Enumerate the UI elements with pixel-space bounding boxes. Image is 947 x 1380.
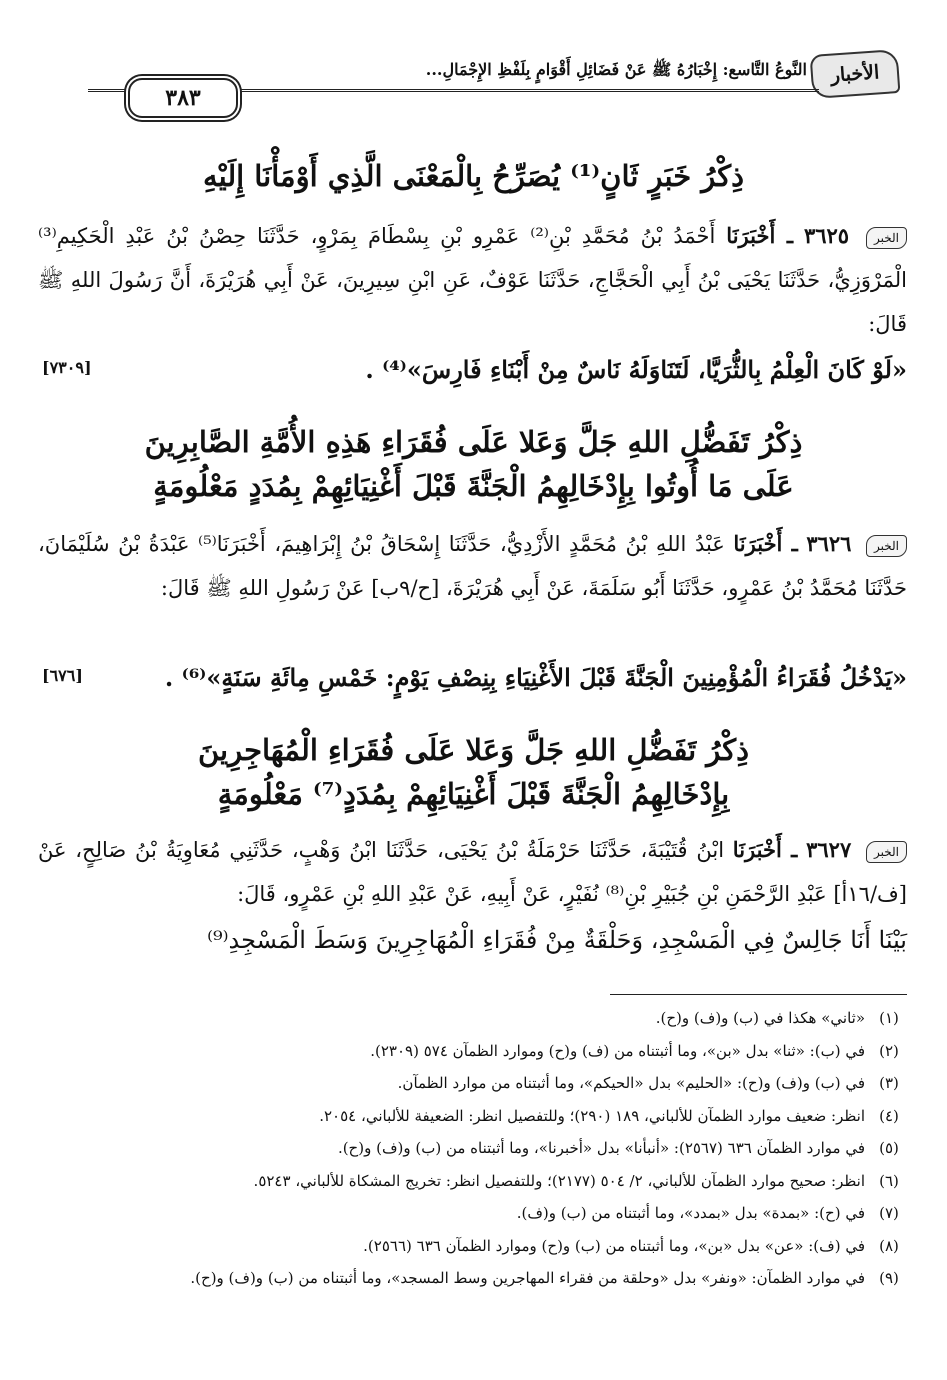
hadith-intro: ـ أَخْبَرَنَا xyxy=(732,837,798,862)
khabar-tag-icon: الخبر xyxy=(866,227,907,249)
hadith-reference: [٧٣٠٩] xyxy=(42,358,92,377)
footnote-text: انظر: صحيح موارد الظمآن للألباني، ٢/ ٥٠٤ (٢١٧٧)؛ وللتفصيل انظر: تخريج المشكاة للألباني، ٥٢٤٣. xyxy=(253,1171,865,1190)
hadith-matn: «لَوْ كَانَ الْعِلْمُ بِالثُّرَيَّا، لَتَنَاوَلَهُ نَاسٌ مِنْ أَبْنَاءِ فَارِسَ»⁽⁴⁾ . xyxy=(365,355,907,384)
running-header xyxy=(88,52,899,112)
footnote-number: (٤) xyxy=(879,1106,899,1125)
footnote-text: في (ف): «عن» بدل «بن»، وما أثبتناه من (ب) و(ح) وموارد الظمآن ٦٣٦ (٢٥٦٦). xyxy=(363,1236,865,1255)
footnote-number: (٣) xyxy=(879,1074,899,1092)
section-heading: ذِكْرُ خَبَرٍ ثَانٍ⁽¹⁾ يُصَرِّحُ بِالْمَعْنَى الَّذِي أَوْمَأْنَا إِلَيْهِ xyxy=(203,159,744,193)
footnote xyxy=(40,1230,907,1263)
footnote-text: في (ب): «ثنا» بدل «بن»، وما أثبتناه من (ف) و(ح) وموارد الظمآن ٥٧٤ (٢٣٠٩). xyxy=(370,1041,865,1060)
hadith-intro: ـ أَخْبَرَنَا xyxy=(726,223,793,248)
heading-line: عَلَى مَا أُوتُوا بِإِدْخَالِهِمُ الْجَنَّةَ قَبْلَ أَغْنِيَائِهِمْ بِمُدَدٍ مَعْلُومَةٍ xyxy=(153,469,794,503)
heading-line: بِإِدْخَالِهِمُ الْجَنَّةَ قَبْلَ أَغْنِيَائِهِمْ بِمُدَدٍ⁽⁷⁾ مَعْلُومَةٍ xyxy=(217,777,730,811)
footnote xyxy=(40,1197,907,1230)
footnote-text: «ثاني» هكذا في (ب) و(ف) و(ح). xyxy=(655,1009,865,1027)
hadith-reference: [٦٧٦] xyxy=(42,666,83,685)
page-number: ٣٨٣ xyxy=(128,78,238,118)
hadith-isnad xyxy=(38,214,907,346)
hadith-isnad xyxy=(38,522,907,610)
footnote-number: (٢) xyxy=(879,1041,899,1060)
section-heading xyxy=(40,728,907,816)
footnote-text: في (ب) و(ف) و(ح): «الحليم» بدل «الحيكم»، وما أثبتناه من موارد الظمآن. xyxy=(397,1074,865,1092)
footnote xyxy=(40,1262,907,1295)
footnote xyxy=(40,1002,907,1035)
heading-line: ذِكْرُ تَفَضُّلِ اللهِ جَلَّ وَعَلا عَلَى فُقَرَاءِ هَذِهِ الأُمَّةِ الصَّابِرِينَ xyxy=(144,425,803,459)
hadith-number: ٣٦٢٥ xyxy=(803,223,850,248)
heading-line: ذِكْرُ تَفَضُّلِ اللهِ جَلَّ وَعَلا عَلَى فُقَرَاءِ الْمُهَاجِرِينَ xyxy=(197,733,750,767)
footnote-number: (١) xyxy=(879,1009,899,1027)
footnote-text: انظر: ضعيف موارد الظمآن للألباني، ١٨٩ (٢٩٠)؛ وللتفصيل انظر: الضعيفة للألباني، ٢٠٥٤. xyxy=(319,1106,865,1125)
hadith-number: ٣٦٢٦ xyxy=(806,531,852,556)
footnote-number: (٩) xyxy=(879,1269,899,1287)
running-title: النَّوعُ التَّاسع: إِخْبَارُهُ ﷺ عَنْ فَضَائِلِ أَقْوَامٍ بِلَفْظِ الإِجْمَالِ... xyxy=(425,60,807,79)
footnote xyxy=(40,1132,907,1165)
footnote-number: (٦) xyxy=(879,1171,899,1190)
isnad-text: عَبْدُ اللهِ بْنُ مُحَمَّدٍ الأَزْدِيُّ، حَدَّثَنَا إِسْحَاقُ بْنُ إِبْرَاهِيمَ، أَخْبَرَنَا⁽⁵⁾ عَبْدَةُ بْنُ سُلَيْمَانَ، حَدَّثَنَا مُحَمَّدُ بْنُ عَمْرٍو، حَدَّثَنَا أَبُو سَلَمَةَ، عَنْ أَبِي هُرَيْرَةَ، [ح/٩ب] عَنْ رَسُولِ اللهِ ﷺ قَالَ: xyxy=(38,532,907,600)
footnote xyxy=(40,1067,907,1100)
footnote xyxy=(40,1035,907,1068)
hadith-number: ٣٦٢٧ xyxy=(806,837,852,862)
footnotes xyxy=(40,1002,907,1295)
hadith-intro: ـ أَخْبَرَنَا xyxy=(733,531,798,556)
hadith-isnad xyxy=(38,828,907,916)
khabar-tag-icon: الخبر xyxy=(866,841,907,863)
isnad-text: أَحْمَدُ بْنُ مُحَمَّدِ بْنِ⁽²⁾ عَمْرِو بْنِ بِسْطَامَ بِمَرْوٍ، حَدَّثَنَا حِصْنُ بْنُ عَبْدِ الْحَكِيمِ⁽³⁾ الْمَرْوَزِيُّ، حَدَّثَنَا يَحْيَى بْنُ أَبِي الْحَجَّاجِ، حَدَّثَنَا عَوْفٌ، عَنِ ابْنِ سِيرِينَ، عَنْ أَبِي هُرَيْرَةَ، أَنَّ رَسُولَ اللهِ ﷺ قَالَ: xyxy=(38,224,907,336)
chapter-badge: الأخبار xyxy=(810,49,901,99)
footnote-number: (٥) xyxy=(879,1139,899,1157)
hadith-matn: بَيْنَا أَنَا جَالِسٌ فِي الْمَسْجِدِ، وَحَلْقَةٌ مِنْ فُقَرَاءِ الْمُهَاجِرِينَ وَسَطَ الْمَسْجِدِ⁽⁹⁾ xyxy=(207,926,907,954)
hadith-matn: «يَدْخُلُ فُقَرَاءُ الْمُؤْمِنِينَ الْجَنَّةَ قَبْلَ الأَغْنِيَاءِ بِنِصْفِ يَوْمٍ: خَمْسِ مِائَةِ سَنَةٍ»⁽⁶⁾ . xyxy=(164,663,907,692)
footnote xyxy=(40,1100,907,1133)
khabar-tag-icon: الخبر xyxy=(866,535,907,557)
footnote-divider xyxy=(610,994,907,995)
footnote-text: في موارد الظمآن ٦٣٦ (٢٥٦٧): «أنبأنا» بدل «أخبرنا»، وما أثبتناه من (ب) و(ف) و(ح). xyxy=(337,1139,865,1157)
footnote-text: في (ح): «بمدة» بدل «بمدد»، وما أثبتناه من (ب) و(ف). xyxy=(516,1204,865,1222)
isnad-text: ابْنُ قُتَيْبَةَ، حَدَّثَنَا حَرْمَلَةُ بْنُ يَحْيَى، حَدَّثَنَا ابْنُ وَهْبٍ، حَدَّثَنِي مُعَاوِيَةُ بْنُ صَالِحٍ، عَنْ [ف/١٦أ] عَبْدِ الرَّحْمَنِ بْنِ جُبَيْرِ بْنِ⁽⁸⁾ نُفَيْرٍ، عَنْ أَبِيهِ، عَنْ عَبْدِ اللهِ بْنِ عَمْرٍو، قَالَ: xyxy=(38,838,907,906)
footnote-number: (٧) xyxy=(879,1204,899,1222)
section-heading xyxy=(40,420,907,508)
footnote xyxy=(40,1165,907,1198)
footnote-number: (٨) xyxy=(879,1236,899,1255)
footnote-text: في موارد الظمآن: «ونفر» بدل «وحلقة من فقراء المهاجرين وسط المسجد»، وما أثبتناه من (ب) و(ف) و(ح). xyxy=(190,1269,865,1287)
